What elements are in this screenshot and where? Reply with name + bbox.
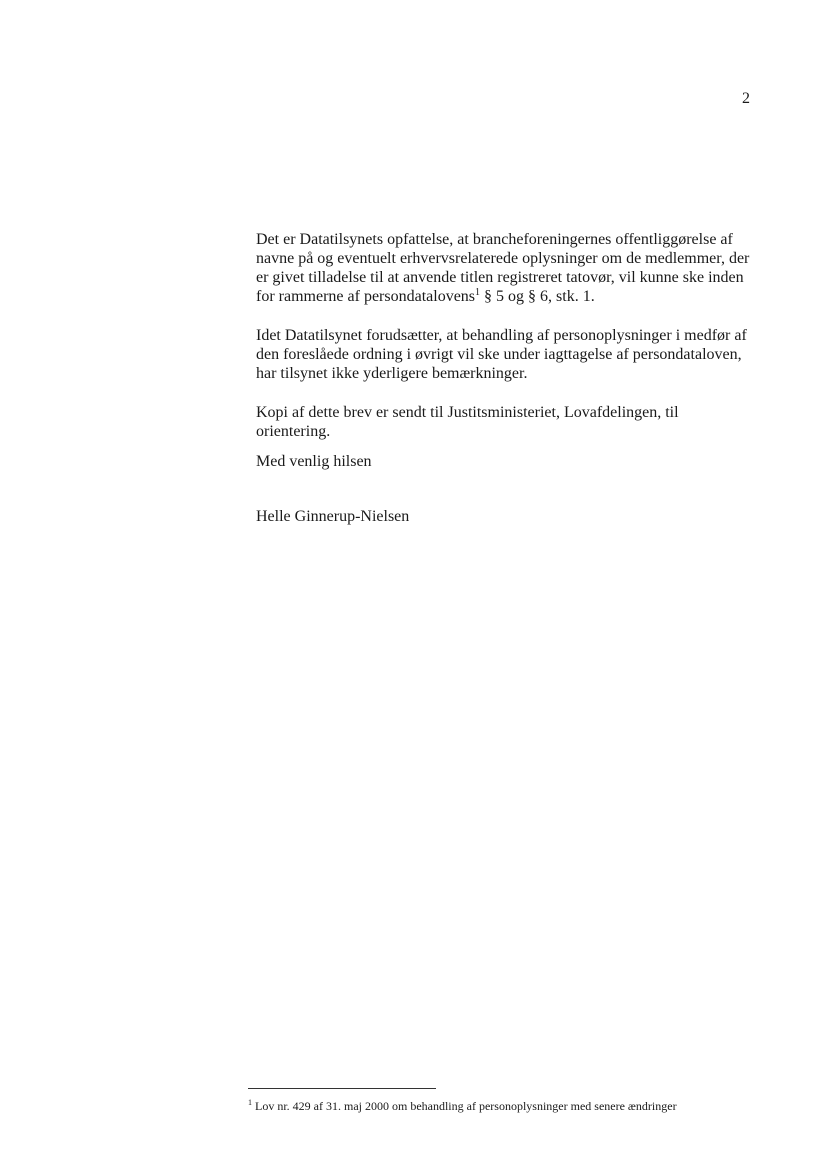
footnote <box>248 1099 677 1114</box>
footnote-marker: 1 <box>248 1098 252 1107</box>
paragraph-line: navne på og eventuelt erhvervsrelaterede oplysninger om de medlemmer, der <box>256 250 750 267</box>
footnote-text: Lov nr. 429 af 31. maj 2000 om behandling af personoplysninger med senere ændringer <box>252 1099 677 1113</box>
paragraph-copy-notice <box>256 403 756 441</box>
signature-name: Helle Ginnerup-Nielsen <box>256 508 410 525</box>
paragraph-conditions <box>256 326 756 383</box>
paragraph-line: § 5 og § 6, stk. 1. <box>480 288 595 305</box>
paragraph-line: er givet tilladelse til at anvende titlen registreret tatovør, vil kunne ske inden <box>256 269 744 286</box>
paragraph-line: Det er Datatilsynets opfattelse, at brancheforeningernes offentliggørelse af <box>256 231 733 248</box>
paragraph-line: har tilsynet ikke yderligere bemærkninger. <box>256 365 528 382</box>
paragraph-line: Kopi af dette brev er sendt til Justitsministeriet, Lovafdelingen, til orientering. <box>256 404 679 440</box>
page-number: 2 <box>742 90 750 107</box>
footnote-divider <box>248 1088 436 1089</box>
letter-body <box>256 230 756 441</box>
paragraph-line: Idet Datatilsynet forudsætter, at behandling af personoplysninger i medfør af <box>256 327 747 344</box>
closing-salutation: Med venlig hilsen <box>256 453 372 470</box>
paragraph-line: for rammerne af persondatalovens <box>256 288 476 305</box>
paragraph-opinion <box>256 230 756 306</box>
paragraph-line: den foreslåede ordning i øvrigt vil ske under iagttagelse af persondataloven, <box>256 346 742 363</box>
footnote-reference: 1 <box>475 287 481 298</box>
